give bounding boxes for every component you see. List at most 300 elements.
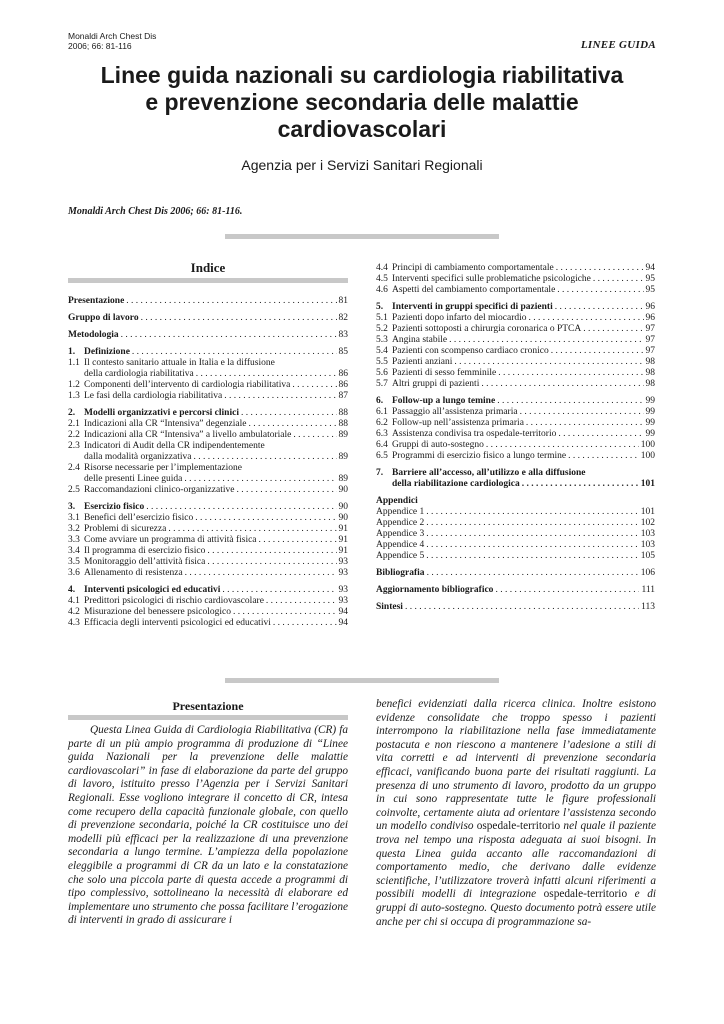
toc-number: 6.2 (376, 418, 388, 428)
toc-title: Interventi psicologici ed educativi (84, 585, 221, 595)
toc-leader (593, 274, 644, 285)
toc-title: Metodologia (68, 330, 119, 340)
toc-row (68, 391, 348, 402)
toc-page: 82 (338, 313, 348, 323)
toc-title-continued: della cardiologia riabilitativa (84, 369, 194, 379)
toc-leader (293, 430, 336, 441)
toc-leader (405, 602, 639, 613)
toc-number: 2.4 (68, 463, 80, 473)
toc-row (68, 369, 348, 380)
toc-page: 90 (338, 485, 348, 495)
toc-row (68, 380, 348, 391)
toc-entry (68, 419, 348, 430)
toc-number: 6.1 (376, 407, 388, 417)
toc-entry (376, 496, 655, 507)
toc-row (376, 357, 655, 368)
toc-title: Raccomandazioni clinico-organizzative (84, 485, 235, 495)
toc-leader (207, 546, 336, 557)
toc-entry (376, 518, 655, 529)
toc-page: 89 (338, 430, 348, 440)
toc-entry (376, 407, 655, 418)
journal-issue: 2006; 66: 81-116 (68, 41, 132, 51)
toc-title: Appendice 2 (376, 518, 425, 528)
body-paragraph-right (376, 698, 656, 929)
toc-row (376, 346, 655, 357)
toc-entry (376, 429, 655, 440)
toc-title: Appendice 4 (376, 540, 425, 550)
toc-row (376, 379, 655, 390)
toc-row (68, 607, 348, 618)
toc-entry (68, 485, 348, 496)
toc-entry (376, 285, 655, 296)
toc-leader (486, 440, 639, 451)
toc-row (68, 513, 348, 524)
toc-entry (376, 274, 655, 285)
toc-leader (207, 557, 336, 568)
toc-page: 81 (338, 296, 348, 306)
toc-leader (184, 474, 336, 485)
toc-number: 2.3 (68, 441, 80, 451)
toc-page: 94 (338, 618, 348, 628)
toc-row (376, 313, 655, 324)
toc-title: Appendice 3 (376, 529, 425, 539)
toc-entry (376, 468, 655, 490)
toc-entry (68, 557, 348, 568)
toc-row (376, 529, 655, 540)
toc-number: 4.5 (376, 274, 388, 284)
toc-page: 111 (641, 585, 655, 595)
toc-row (68, 502, 348, 513)
toc-entry (376, 418, 655, 429)
toc-number: 5.6 (376, 368, 388, 378)
toc-row (68, 430, 348, 441)
toc-page: 85 (338, 347, 348, 357)
toc-entry (68, 380, 348, 391)
upright-term: ospedale-territorio (543, 888, 628, 901)
toc-page: 113 (641, 602, 655, 612)
toc-row (376, 468, 655, 479)
toc-title-continued: della riabilitazione cardiologica (392, 479, 520, 489)
toc-row (376, 429, 655, 440)
toc-leader (497, 396, 643, 407)
toc-page: 100 (640, 451, 655, 461)
toc-title: Pazienti dopo infarto del miocardio (392, 313, 527, 323)
toc-entry (68, 358, 348, 380)
toc-row (376, 335, 655, 346)
toc-page: 91 (338, 524, 348, 534)
toc-number: 5.3 (376, 335, 388, 345)
toc-number: 2.5 (68, 485, 80, 495)
toc-title-continued: delle presenti Linee guida (84, 474, 183, 484)
toc-number: 6.4 (376, 440, 388, 450)
toc-title: Follow-up a lungo temine (392, 396, 496, 406)
toc-leader (426, 518, 638, 529)
toc-page: 93 (338, 557, 348, 567)
toc-page: 89 (338, 474, 348, 484)
toc-entry (68, 296, 348, 307)
toc-row (376, 368, 655, 379)
toc-title: Predittori psicologici di rischio cardiovascolare (84, 596, 264, 606)
toc-row (376, 585, 655, 596)
section-heading-presentazione: Presentazione (172, 699, 244, 713)
toc-leader (224, 391, 336, 402)
toc-number: 3.3 (68, 535, 80, 545)
toc-entry (376, 324, 655, 335)
toc-page: 99 (645, 396, 655, 406)
toc-page: 96 (645, 302, 655, 312)
toc-entry (68, 330, 348, 341)
toc-entry (376, 440, 655, 451)
toc-leader (146, 502, 336, 513)
section-divider (68, 715, 348, 720)
toc-page: 98 (645, 357, 655, 367)
toc-number: 3.5 (68, 557, 80, 567)
toc-entry (376, 507, 655, 518)
toc-entry (68, 430, 348, 441)
toc-leader (520, 407, 644, 418)
toc-title: Il programma di esercizio fisico (84, 546, 206, 556)
toc-title: Definizione (84, 347, 130, 357)
text-run: benefici evidenziati dalla ricerca clinica. Inoltre esistono evidenze consolidate che troppo spesso i pazienti interrompono la riabilitazione nella fase immediatamente postacuta e non riescono a mantenere l’adesione a stili di vita corretti e ad interventi di prevenzione secondaria efficaci, vanificando buona parte dei risultati raggiunti. La presenza di uno strumento di lavoro, prodotto da un gruppo in cui sono rappresentate tutte le figure professionali coinvolte, certamente aiuta ad orientare l’assistenza secondo un modello condiviso (376, 698, 656, 833)
toc-leader (196, 369, 337, 380)
toc-number: 3.6 (68, 568, 80, 578)
toc-leader (121, 330, 337, 341)
toc-row (376, 540, 655, 551)
toc-title: Allenamento di resistenza (84, 568, 183, 578)
toc-row (68, 419, 348, 430)
toc-page: 99 (645, 429, 655, 439)
toc-leader (193, 452, 336, 463)
toc-leader (236, 485, 336, 496)
toc-page: 96 (645, 313, 655, 323)
index-divider (68, 278, 348, 283)
toc-leader (556, 263, 644, 274)
toc-title: Indicatori di Audit della CR indipendentemente (84, 441, 265, 451)
toc-row (68, 452, 348, 463)
toc-number: 1. (68, 347, 76, 357)
toc-title: Gruppi di auto-sostegno (392, 440, 484, 450)
toc-row (68, 557, 348, 568)
toc-title: Problemi di sicurezza (84, 524, 167, 534)
toc-leader (481, 379, 643, 390)
toc-row (376, 507, 655, 518)
toc-page: 105 (640, 551, 655, 561)
toc-entry (68, 568, 348, 579)
toc-entry (68, 313, 348, 324)
toc-title: Assistenza condivisa tra ospedale-territorio (392, 429, 557, 439)
upright-term: ospedale-territorio (476, 820, 561, 833)
toc-row (376, 602, 655, 613)
toc-entry (68, 524, 348, 535)
toc-entry (376, 346, 655, 357)
toc-title: Aspetti del cambiamento comportamentale (392, 285, 556, 295)
toc-entry (376, 368, 655, 379)
toc-page: 99 (645, 418, 655, 428)
toc-title: Passaggio all’assistenza primaria (392, 407, 518, 417)
toc-page: 90 (338, 502, 348, 512)
toc-page: 90 (338, 513, 348, 523)
toc-entry (376, 396, 655, 407)
toc-number: 1.1 (68, 358, 80, 368)
toc-row (68, 524, 348, 535)
toc-leader (529, 313, 644, 324)
toc-row (68, 596, 348, 607)
toc-row (68, 408, 348, 419)
toc-leader (195, 513, 336, 524)
toc-title: Benefici dell’esercizio fisico (84, 513, 194, 523)
journal-name: Monaldi Arch Chest Dis (68, 31, 157, 41)
toc-number: 6. (376, 396, 384, 406)
toc-title: Aggiornamento bibliografico (376, 585, 494, 595)
page-title (60, 62, 664, 143)
toc-entry (68, 546, 348, 557)
toc-number: 3.4 (68, 546, 80, 556)
toc-row (68, 347, 348, 358)
toc-leader (222, 585, 336, 596)
toc-title: Follow-up nell’assistenza primaria (392, 418, 524, 428)
toc-number: 5. (376, 302, 384, 312)
toc-page: 86 (338, 369, 348, 379)
toc-row (68, 585, 348, 596)
toc-row (376, 324, 655, 335)
toc-page: 87 (338, 391, 348, 401)
toc-leader (266, 596, 337, 607)
toc-title: Pazienti con scompenso cardiaco cronico (392, 346, 549, 356)
toc-page: 99 (645, 407, 655, 417)
toc-row (68, 474, 348, 485)
toc-entry (376, 529, 655, 540)
toc-title: Interventi specifici sulle problematiche psicologiche (392, 274, 591, 284)
toc-number: 2.2 (68, 430, 80, 440)
divider-bar (225, 678, 499, 683)
toc-entry (68, 441, 348, 463)
toc-entry (68, 502, 348, 513)
toc-number: 2.1 (68, 419, 80, 429)
toc-page: 88 (338, 419, 348, 429)
toc-row (68, 358, 348, 369)
toc-entry (376, 451, 655, 462)
toc-right-column (376, 263, 655, 613)
toc-number: 6.5 (376, 451, 388, 461)
toc-number: 4.2 (68, 607, 80, 617)
toc-row (376, 263, 655, 274)
toc-entry (68, 391, 348, 402)
toc-title: Pazienti anziani (392, 357, 453, 367)
toc-page: 93 (338, 585, 348, 595)
toc-title: Appendici (376, 496, 418, 506)
toc-number: 3.2 (68, 524, 80, 534)
toc-number: 5.7 (376, 379, 388, 389)
toc-leader (427, 568, 639, 579)
toc-row (68, 485, 348, 496)
toc-title: Gruppo di lavoro (68, 313, 139, 323)
toc-page: 94 (645, 263, 655, 273)
toc-title: Indicazioni alla CR “Intensiva” a livello ambulatoriale (84, 430, 292, 440)
toc-page: 91 (338, 546, 348, 556)
toc-title: Pazienti sottoposti a chirurgia coronarica o PTCA (392, 324, 582, 334)
toc-page: 97 (645, 335, 655, 345)
toc-title: Le fasi della cardiologia riabilitativa (84, 391, 223, 401)
toc-row (376, 518, 655, 529)
toc-row (376, 302, 655, 313)
toc-row (376, 451, 655, 462)
toc-row (376, 285, 655, 296)
toc-page: 95 (645, 285, 655, 295)
toc-page: 100 (640, 440, 655, 450)
toc-entry (376, 551, 655, 562)
toc-number: 4.1 (68, 596, 80, 606)
toc-row (376, 479, 655, 490)
toc-leader (426, 540, 638, 551)
toc-leader (551, 346, 644, 357)
index-heading: Indice (190, 260, 226, 275)
toc-title: Efficacia degli interventi psicologici ed educativi (84, 618, 271, 628)
toc-row (376, 551, 655, 562)
toc-leader (555, 302, 644, 313)
toc-entry (68, 463, 348, 485)
divider-bar (225, 234, 499, 239)
toc-row (68, 296, 348, 307)
toc-entry (376, 313, 655, 324)
toc-leader (449, 335, 643, 346)
toc-entry (376, 302, 655, 313)
journal-reference (68, 31, 156, 51)
toc-number: 1.2 (68, 380, 80, 390)
toc-leader (168, 524, 336, 535)
toc-number: 6.3 (376, 429, 388, 439)
toc-row (68, 441, 348, 452)
toc-leader (185, 568, 337, 579)
toc-page: 103 (640, 540, 655, 550)
toc-entry (376, 540, 655, 551)
toc-leader (498, 368, 643, 379)
toc-number: 3. (68, 502, 76, 512)
toc-number: 4.4 (376, 263, 388, 273)
toc-title: Angina stabile (392, 335, 448, 345)
toc-number: 4. (68, 585, 76, 595)
text-run: nel quale il paziente trova nel tempo una risposta adeguata ai suoi bisogni. In questa Linea guida accanto alle raccomandazioni di comportamento medio, che derivano dalle evidenze scientifiche, l’utilizzatore troverà infatti alcuni riferimenti a possibili modelli di integrazione (376, 820, 656, 901)
section-label: LINEE GUIDA (580, 39, 656, 51)
toc-row (376, 418, 655, 429)
toc-number: 5.4 (376, 346, 388, 356)
citation: Monaldi Arch Chest Dis 2006; 66: 81-116. (68, 206, 243, 217)
toc-leader (248, 419, 336, 430)
toc-title: Programmi di esercizio fisico a lungo termine (392, 451, 567, 461)
toc-row (68, 330, 348, 341)
toc-entry (376, 379, 655, 390)
toc-row (376, 396, 655, 407)
toc-row (68, 463, 348, 474)
toc-entry (376, 585, 655, 596)
toc-entry (68, 347, 348, 358)
toc-title: Barriere all’accesso, all’utilizzo e alla diffusione (392, 468, 586, 478)
toc-title-continued: dalla modalità organizzativa (84, 452, 192, 462)
toc-leader (426, 507, 638, 518)
toc-row (68, 313, 348, 324)
toc-page: 98 (645, 368, 655, 378)
toc-title: Risorse necessarie per l’implementazione (84, 463, 243, 473)
title-line: e prevenzione secondaria delle malattie (145, 89, 579, 115)
toc-page: 94 (338, 607, 348, 617)
toc-page: 101 (640, 479, 655, 489)
body-paragraph-left: Questa Linea Guida di Cardiologia Riabilitativa (CR) fa parte di un più ampio programma di produzione di “Linee guida Nazionali per la prevenzione delle malattie cardiovascolari” in fase di elaborazione da parte del gruppo di lavoro, istituito presso l’Agenzia per i Servizi Sanitari Regionali. Esse vogliono integrare il concetto di CR, intesa come recupero della capacità funzionale globale, con quello di prevenzione secondaria, poiché la CR costituisce uno dei modelli più efficaci per la realizzazione di una prevenzione secondaria a lungo termine. L’ampiezza della popolazione eleggibile a programmi di CR da un lato e la constatazione che solo una piccola parte di questa accede a programmi di tipo complessivo, sottolineano la necessità di elaborare ed implementare uno strumento che possa facilitare l’erogazione di interventi in grado di assicurare i (68, 724, 348, 927)
toc-page: 86 (338, 380, 348, 390)
toc-number: 3.1 (68, 513, 80, 523)
toc-page: 98 (645, 379, 655, 389)
toc-leader (241, 408, 337, 419)
toc-entry (68, 618, 348, 629)
toc-leader (454, 357, 643, 368)
toc-title: Presentazione (68, 296, 125, 306)
toc-page: 106 (640, 568, 655, 578)
toc-title: Indicazioni alla CR “Intensiva” degenziale (84, 419, 247, 429)
toc-number: 2. (68, 408, 76, 418)
toc-title: Modelli organizzativi e percorsi clinici (84, 408, 239, 418)
toc-leader (426, 529, 638, 540)
toc-title: Altri gruppi di pazienti (392, 379, 480, 389)
toc-row (376, 568, 655, 579)
toc-leader (141, 313, 337, 324)
toc-entry (376, 263, 655, 274)
toc-leader (568, 451, 639, 462)
toc-title: Componenti dell’intervento di cardiologia riabilitativa (84, 380, 291, 390)
toc-leader (495, 585, 639, 596)
toc-entry (68, 408, 348, 419)
toc-entry (68, 596, 348, 607)
author-agency: Agenzia per i Servizi Sanitari Regionali (241, 157, 483, 173)
toc-entry (68, 607, 348, 618)
toc-number: 5.5 (376, 357, 388, 367)
toc-number: 7. (376, 468, 384, 478)
toc-leader (558, 429, 643, 440)
toc-row (68, 535, 348, 546)
toc-page: 97 (645, 324, 655, 334)
toc-leader (426, 551, 638, 562)
toc-leader (522, 479, 639, 490)
toc-leader (583, 324, 643, 335)
toc-page: 97 (645, 346, 655, 356)
toc-page: 101 (640, 507, 655, 517)
toc-row (68, 546, 348, 557)
toc-title: Misurazione del benessere psicologico (84, 607, 231, 617)
toc-leader (259, 535, 337, 546)
toc-leader (292, 380, 336, 391)
title-line: Linee guida nazionali su cardiologia riabilitativa (100, 62, 624, 88)
title-line: cardiovascolari (277, 116, 447, 142)
toc-number: 5.2 (376, 324, 388, 334)
toc-leader (273, 618, 337, 629)
toc-page: 83 (338, 330, 348, 340)
toc-title: Monitoraggio dell’attività fisica (84, 557, 206, 567)
toc-entry (376, 602, 655, 613)
toc-leader (233, 607, 337, 618)
toc-row (68, 568, 348, 579)
toc-page: 91 (338, 535, 348, 545)
toc-title: Esercizio fisico (84, 502, 145, 512)
toc-entry (68, 585, 348, 596)
toc-left-column (68, 290, 348, 629)
toc-row (68, 618, 348, 629)
toc-leader (526, 418, 644, 429)
toc-entry (376, 357, 655, 368)
toc-page: 95 (645, 274, 655, 284)
toc-entry (376, 335, 655, 346)
toc-leader (132, 347, 337, 358)
toc-title: Bibliografia (376, 568, 425, 578)
toc-row (376, 274, 655, 285)
toc-title: Appendice 1 (376, 507, 425, 517)
toc-page: 88 (338, 408, 348, 418)
